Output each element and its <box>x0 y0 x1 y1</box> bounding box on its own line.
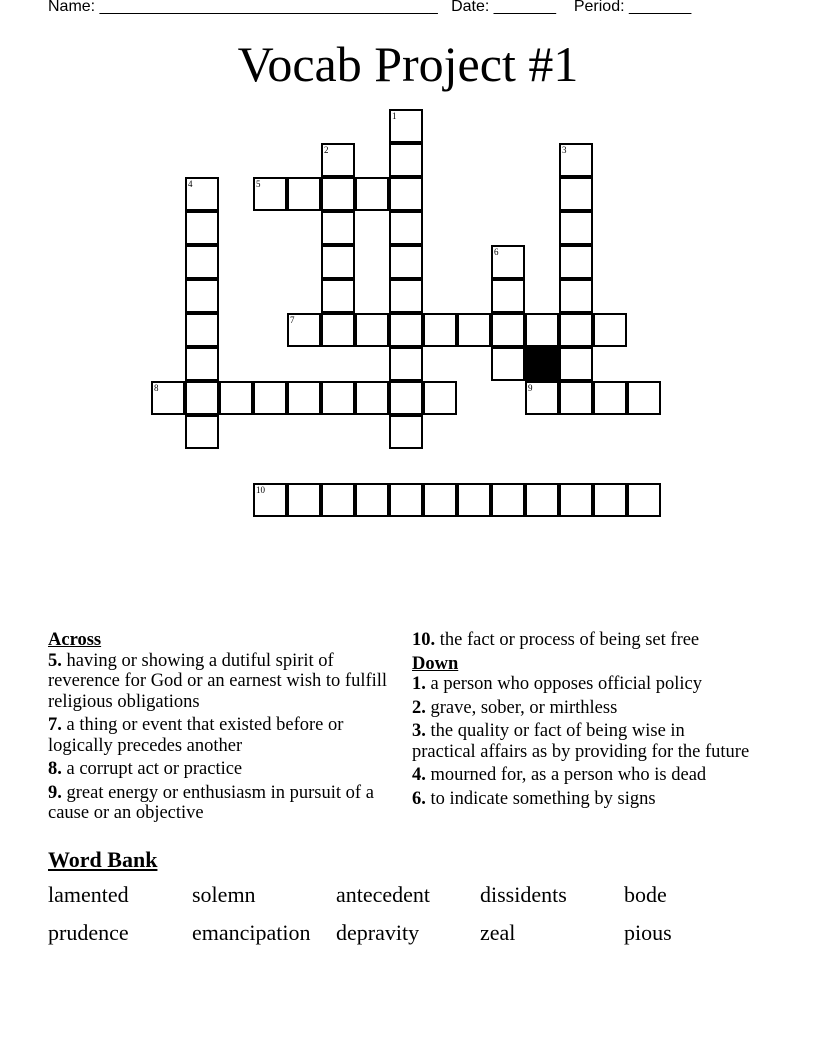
grid-cell[interactable] <box>559 143 593 177</box>
clue-text: grave, sober, or mirthless <box>430 697 618 718</box>
grid-cell[interactable] <box>423 483 457 517</box>
clue-text: a thing or event that existed before or logically precedes another <box>48 715 344 756</box>
grid-cell[interactable] <box>355 177 389 211</box>
grid-cell[interactable] <box>525 381 559 415</box>
grid-cell[interactable] <box>287 313 321 347</box>
word-bank-item: zeal <box>480 920 516 945</box>
name-label: Name: <box>48 0 96 15</box>
date-field[interactable]: _______ <box>493 0 557 15</box>
clue-number: 5. <box>48 650 62 671</box>
clue-text: to indicate something by signs <box>430 788 656 809</box>
grid-cell[interactable] <box>321 483 355 517</box>
clue-number: 3. <box>412 721 426 741</box>
grid-cell[interactable] <box>593 483 627 517</box>
grid-cell[interactable] <box>525 313 559 347</box>
clue-number: 2. <box>412 697 426 718</box>
grid-cell[interactable] <box>185 177 219 211</box>
grid-cell[interactable] <box>253 381 287 415</box>
down-heading: Down <box>412 653 459 674</box>
grid-cell[interactable] <box>559 245 593 279</box>
grid-cell[interactable] <box>491 245 525 279</box>
grid-cell[interactable] <box>389 313 423 347</box>
word-bank-item: bode <box>624 882 667 907</box>
grid-cell[interactable] <box>355 483 389 517</box>
clue-text: mourned for, as a person who is dead <box>430 765 707 785</box>
clues-column-right <box>412 630 752 812</box>
clue-text: a person who opposes official policy <box>430 674 702 694</box>
period-label: Period: <box>573 0 625 15</box>
word-bank-item: antecedent <box>336 882 431 907</box>
grid-cell[interactable] <box>321 245 355 279</box>
black-cell <box>525 347 559 381</box>
grid-cell[interactable] <box>321 279 355 313</box>
clue-number-label: 3 <box>562 145 567 155</box>
grid-cell[interactable] <box>185 415 219 449</box>
grid-cell[interactable] <box>321 143 355 177</box>
grid-cell[interactable] <box>423 313 457 347</box>
grid-cell[interactable] <box>253 483 287 517</box>
grid-cell[interactable] <box>389 483 423 517</box>
clue-number: 1. <box>412 674 426 694</box>
clue-number-label: 8 <box>154 383 159 393</box>
word-bank <box>48 882 768 946</box>
clue-down-6 <box>412 789 752 810</box>
grid-cell[interactable] <box>185 211 219 245</box>
clue-number: 9. <box>48 782 62 803</box>
clue-number-label: 2 <box>324 145 329 155</box>
grid-cell[interactable] <box>185 313 219 347</box>
word-bank-item: pious <box>624 920 672 945</box>
clue-number: 6. <box>412 788 426 809</box>
clue-number: 10. <box>412 630 436 650</box>
grid-cell[interactable] <box>389 245 423 279</box>
clue-across-7 <box>48 715 388 756</box>
clue-across-5 <box>48 651 388 713</box>
clue-number-label: 4 <box>188 179 193 189</box>
clue-down-1 <box>412 674 752 695</box>
grid-cell[interactable] <box>593 313 627 347</box>
grid-cell[interactable] <box>389 347 423 381</box>
grid-cell[interactable] <box>219 381 253 415</box>
clue-number: 8. <box>48 759 62 779</box>
clues-column-left <box>48 630 388 827</box>
grid-cell[interactable] <box>389 177 423 211</box>
grid-cell[interactable] <box>321 381 355 415</box>
grid-cell[interactable] <box>287 483 321 517</box>
grid-cell[interactable] <box>185 279 219 313</box>
clue-number-label: 10 <box>256 485 265 495</box>
clue-text: the quality or fact of being wise in practical affairs as by providing for the future <box>412 721 750 762</box>
word-bank-item: solemn <box>192 882 256 907</box>
word-bank-title: Word Bank <box>48 847 158 872</box>
grid-cell[interactable] <box>355 313 389 347</box>
grid-cell[interactable] <box>389 415 423 449</box>
grid-cell[interactable] <box>491 313 525 347</box>
clue-number-label: 7 <box>290 315 295 325</box>
grid-cell[interactable] <box>389 381 423 415</box>
word-bank-item: dissidents <box>480 882 567 907</box>
grid-cell[interactable] <box>491 347 525 381</box>
grid-cell[interactable] <box>525 483 559 517</box>
word-bank-item: emancipation <box>192 920 311 945</box>
word-bank-item: lamented <box>48 882 129 907</box>
grid-cell[interactable] <box>559 483 593 517</box>
grid-cell[interactable] <box>389 211 423 245</box>
grid-cell[interactable] <box>389 279 423 313</box>
grid-cell[interactable] <box>559 347 593 381</box>
clue-number-label: 9 <box>528 383 533 393</box>
grid-cell[interactable] <box>559 279 593 313</box>
clue-down-3 <box>412 721 752 762</box>
clue-number-label: 5 <box>256 179 261 189</box>
clue-text: the fact or process of being set free <box>439 630 700 650</box>
grid-cell[interactable] <box>559 313 593 347</box>
grid-cell[interactable] <box>355 381 389 415</box>
grid-cell[interactable] <box>389 143 423 177</box>
clue-across-9 <box>48 783 388 824</box>
clue-number-label: 1 <box>392 111 397 121</box>
clue-across-8 <box>48 759 388 780</box>
word-bank-item: prudence <box>48 920 129 945</box>
clue-down-4 <box>412 765 752 786</box>
clue-text: great energy or enthusiasm in pursuit of a cause or an objective <box>48 782 374 823</box>
grid-cell[interactable] <box>593 381 627 415</box>
clue-number: 4. <box>412 765 426 785</box>
grid-cell[interactable] <box>559 381 593 415</box>
clue-number: 7. <box>48 715 62 735</box>
grid-cell[interactable] <box>457 483 491 517</box>
clue-down-2 <box>412 698 752 719</box>
grid-cell[interactable] <box>491 279 525 313</box>
grid-cell[interactable] <box>491 483 525 517</box>
period-field[interactable]: _______ <box>629 0 692 15</box>
grid-cell[interactable] <box>321 211 355 245</box>
grid-cell[interactable] <box>423 381 457 415</box>
word-bank-item: depravity <box>336 920 420 945</box>
clue-text: having or showing a dutiful spirit of reverence for God or an earnest wish to fulfill religious obligations <box>48 650 388 712</box>
grid-cell[interactable] <box>287 177 321 211</box>
grid-cell[interactable] <box>627 381 661 415</box>
grid-cell[interactable] <box>321 177 355 211</box>
clue-number-label: 6 <box>494 247 499 257</box>
grid-cell[interactable] <box>185 381 219 415</box>
grid-cell[interactable] <box>627 483 661 517</box>
date-label: Date: <box>451 0 490 15</box>
clue-text: a corrupt act or practice <box>66 759 243 779</box>
grid-cell[interactable] <box>287 381 321 415</box>
page-title: Vocab Project #1 <box>237 36 579 92</box>
name-field[interactable]: ______________________________________ <box>99 0 438 15</box>
grid-cell[interactable] <box>559 177 593 211</box>
grid-cell[interactable] <box>389 109 423 143</box>
clue-across-10 <box>412 630 752 651</box>
grid-cell[interactable] <box>185 347 219 381</box>
grid-cell[interactable] <box>559 211 593 245</box>
grid-cell[interactable] <box>185 245 219 279</box>
grid-cell[interactable] <box>253 177 287 211</box>
across-heading: Across <box>48 630 102 650</box>
grid-cell[interactable] <box>151 381 185 415</box>
grid-cell[interactable] <box>321 313 355 347</box>
grid-cell[interactable] <box>457 313 491 347</box>
